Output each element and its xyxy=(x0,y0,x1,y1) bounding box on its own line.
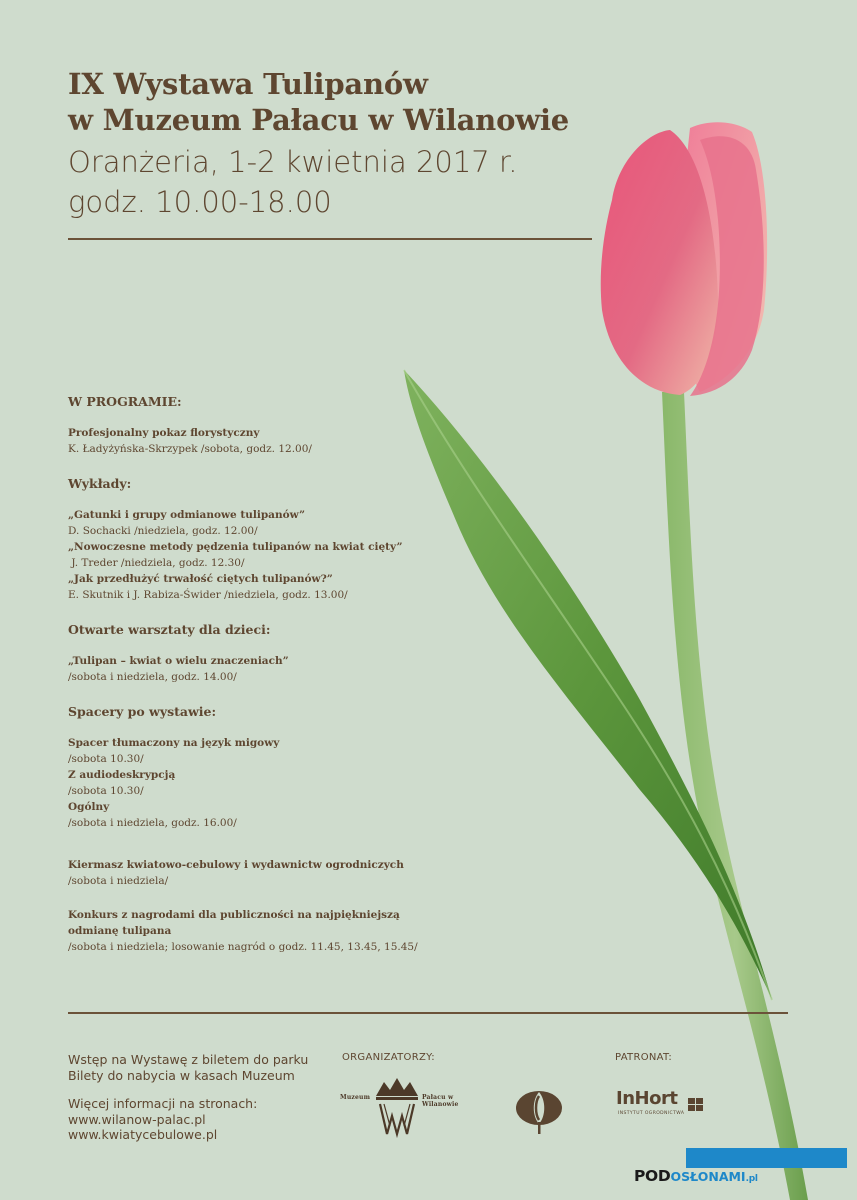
watermark-logo xyxy=(634,1167,758,1185)
lecture-title: „Jak przedłużyć trwałość ciętych tulipanów?” xyxy=(68,573,333,585)
ticket-info: Bilety do nabycia w kasach Muzeum xyxy=(68,1067,295,1083)
organizers-label: ORGANIZATORZY: xyxy=(342,1052,435,1063)
inhort-subtitle: INSTYTUT OGRODNICTWA xyxy=(618,1111,685,1116)
contest-detail: /sobota i niedziela; losowanie nagród o godz. 11.45, 13.45, 15.45/ xyxy=(68,941,418,953)
lecture-detail: E. Skutnik i J. Rabiza-Świder /niedziela, godz. 13.00/ xyxy=(68,589,348,601)
walk-detail: /sobota 10.30/ xyxy=(68,753,144,765)
workshop-detail: /sobota i niedziela, godz. 14.00/ xyxy=(68,671,237,683)
show-title: Profesjonalny pokaz florystyczny xyxy=(68,427,260,439)
museum-logo-text: Muzeum xyxy=(340,1094,371,1101)
entry-info: Wstęp na Wystawę z biletem do parku xyxy=(68,1052,309,1067)
title-block xyxy=(68,66,628,222)
program-section xyxy=(68,393,488,955)
inhort-name: InHort xyxy=(616,1088,678,1109)
more-info-label: Więcej informacji na stronach: xyxy=(68,1096,258,1111)
event-hours: godz. 10.00-18.00 xyxy=(68,185,332,219)
lectures-heading: Wykłady: xyxy=(68,476,132,491)
lecture-title: „Gatunki i grupy odmianowe tulipanów” xyxy=(68,509,306,521)
exhibition-title-location: w Muzeum Pałacu w Wilanowie xyxy=(68,103,570,137)
walk-detail: /sobota 10.30/ xyxy=(68,785,144,797)
walks-heading: Spacery po wystawie: xyxy=(68,704,217,719)
lecture-title: „Nowoczesne metody pędzenia tulipanów na kwiat cięty” xyxy=(68,541,403,553)
lecture-detail: D. Sochacki /niedziela, godz. 12.00/ xyxy=(68,525,258,537)
watermark-bar xyxy=(686,1148,847,1168)
watermark-part3: .pl xyxy=(745,1174,758,1184)
url-wilanow[interactable]: www.wilanow-palac.pl xyxy=(68,1111,206,1127)
walk-title: Z audiodeskrypcją xyxy=(68,769,176,781)
contest-title: Konkurs z nagrodami dla publiczności na najpiękniejszą xyxy=(68,909,400,921)
url-kwiatycebulowe[interactable]: www.kwiatycebulowe.pl xyxy=(68,1127,218,1142)
exhibition-title: IX Wystawa Tulipanów xyxy=(68,67,428,101)
walk-title: Ogólny xyxy=(68,801,110,813)
contest-title-cont: odmianę tulipana xyxy=(68,925,172,937)
workshops-heading: Otwarte warsztaty dla dzieci: xyxy=(68,622,271,637)
fair-detail: /sobota i niedziela/ xyxy=(68,875,169,887)
watermark-part2: OSŁONAMI xyxy=(670,1169,746,1184)
show-detail: K. Ładyżyńska-Skrzypek /sobota, godz. 12.00/ xyxy=(68,443,312,455)
divider-bottom xyxy=(68,1012,788,1014)
museum-logo-text-right: Pałacu w Wilanowie xyxy=(422,1094,459,1108)
seed-logo-icon xyxy=(514,1086,564,1136)
divider-top xyxy=(68,238,592,240)
inhort-squares-icon xyxy=(688,1098,704,1112)
walk-detail: /sobota i niedziela, godz. 16.00/ xyxy=(68,817,237,829)
lecture-detail: J. Treder /niedziela, godz. 12.30/ xyxy=(68,557,245,569)
patron-label: PATRONAT: xyxy=(615,1052,673,1063)
museum-crown-logo xyxy=(340,1076,490,1138)
inhort-logo xyxy=(616,1090,712,1120)
fair-title: Kiermasz kwiatowo-cebulowy i wydawnictw ogrodniczych xyxy=(68,859,404,871)
program-heading: W PROGRAMIE: xyxy=(68,394,182,409)
event-date: Oranżeria, 1-2 kwietnia 2017 r. xyxy=(68,145,518,179)
watermark-part1: POD xyxy=(634,1167,671,1185)
walk-title: Spacer tłumaczony na język migowy xyxy=(68,737,280,749)
workshop-title: „Tulipan – kwiat o wielu znaczeniach” xyxy=(68,655,289,667)
footer-info xyxy=(68,1052,338,1143)
